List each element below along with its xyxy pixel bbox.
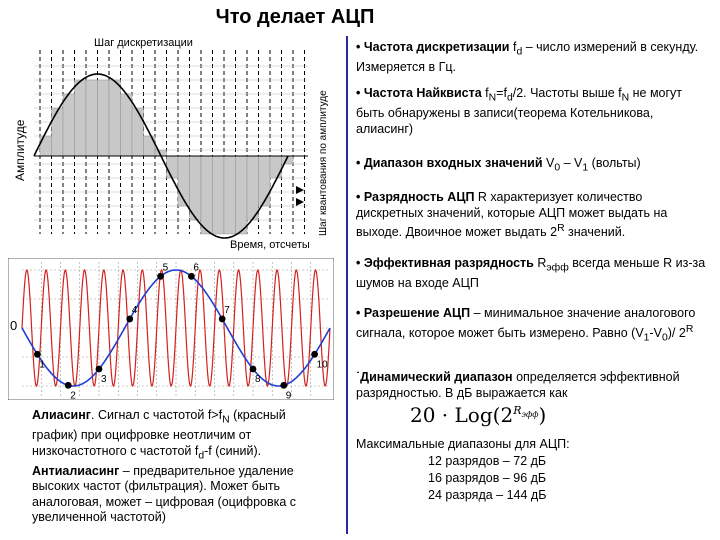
sample-point-label: 7 — [224, 304, 230, 316]
sample-point — [188, 273, 195, 280]
bullet-dynamic-range: ˙Динамический диапазон определяется эффективной разрядностью. В дБ выражается как — [356, 370, 680, 400]
quantized-sample-bar — [86, 80, 98, 156]
sample-point — [126, 316, 133, 323]
sample-point-label: 1 — [39, 359, 45, 371]
time-axis-label: Время, отсчеты — [230, 239, 310, 251]
quantized-sample-bar — [224, 156, 236, 234]
quantized-sample-bar — [75, 80, 87, 156]
sample-point — [96, 366, 103, 373]
quant-step-label: Шаг квантования по амплитуде — [318, 90, 329, 236]
sampling-figure — [8, 36, 338, 252]
max-range-row: 12 разрядов – 72 дБ — [428, 454, 547, 468]
aliasing-figure — [8, 258, 334, 400]
sample-point-label: 5 — [162, 262, 169, 274]
zero-label: 0 — [10, 318, 18, 333]
quantized-sample-bar — [201, 156, 213, 234]
sample-point-label: 2 — [70, 390, 76, 400]
quantized-sample-bar — [213, 156, 225, 234]
quantized-sample-bar — [98, 80, 110, 156]
quantized-sample-bar — [167, 156, 179, 178]
bullet-effective-bits: • Эффективная разрядность $R_{эфф}$ всегда меньше R из-за шумов на входе АЦП — [356, 256, 706, 290]
sample-point — [250, 366, 257, 373]
max-ranges-block — [356, 436, 570, 504]
sample-point-label: 6 — [193, 262, 199, 274]
column-divider — [346, 36, 348, 534]
max-range-row: 24 разряда – 144 дБ — [428, 488, 547, 502]
dynamic-range-formula: $20 \cdot Log(2^{R_{эфф}})$ — [410, 403, 547, 427]
quantized-sample-bar — [236, 156, 248, 234]
sample-point — [280, 382, 287, 389]
bullet-input-range: • Диапазон входных значений $V_0 - V_1$ (вольты) — [356, 156, 641, 174]
quantized-sample-bar — [259, 156, 271, 206]
quantized-sample-bar — [270, 156, 282, 178]
sampling-step-label: Шаг дискретизации — [94, 37, 193, 49]
quantized-sample-bar — [52, 108, 64, 156]
max-range-row: 16 разрядов – 96 дБ — [428, 471, 547, 485]
sample-point — [65, 382, 72, 389]
sample-point — [311, 351, 318, 358]
aliasing-caption: Алиасинг. Сигнал с частотой $f>f_N$ (красный график) при оцифровке неотличим от низкочастотного с частотой $f_d-f$ (синий). Антиалиасинг – предварительное удаление высоких частот (фильтрация). Может быть аналоговая, может – цифровая (оцифровка с увеличенной частотой) — [32, 408, 297, 524]
page-title: Что делает АЦП — [215, 6, 375, 28]
bullet-resolution-bits: • Разрядность АЦП R характеризует количество дискретных значений, которые АЦП может выдать на выходе. Двоичное может выдать $2^R$ значений. — [356, 190, 668, 240]
sample-point — [219, 316, 226, 323]
max-ranges-heading: Максимальные диапазоны для АЦП: — [356, 437, 570, 451]
bullet-sampling-rate: • Частота дискретизации $f_d$ – число измерений в секунду. Измеряется в Гц. — [356, 40, 699, 74]
amplitude-axis-label: Амплитуде — [13, 119, 27, 181]
sample-point — [157, 273, 164, 280]
quantized-sample-bar — [247, 156, 259, 220]
sample-point-label: 8 — [255, 374, 261, 386]
quantized-sample-bar — [109, 80, 121, 156]
quantized-sample-bar — [121, 94, 133, 156]
bullet-nyquist: • Частота Найквиста $f_N=f_d/2$. Частоты выше $f_N$ не могут быть обнаружены в записи(теорема Котельникова, алиасинг) — [356, 86, 683, 136]
bullet-adc-resolution: • Разрешение АЦП – минимальное значение аналогового сигнала, которое может быть измерено. Равно $(V_1-V_0)/$ $2^R$ — [356, 306, 696, 344]
sample-point-label: 4 — [131, 304, 138, 316]
sample-point-label: 9 — [285, 390, 292, 400]
sample-point-label: 10 — [316, 359, 328, 371]
quantized-sample-bar — [132, 108, 144, 156]
sample-point-label: 3 — [101, 374, 107, 386]
sample-point — [34, 351, 41, 358]
quantized-sample-bar — [63, 94, 75, 156]
